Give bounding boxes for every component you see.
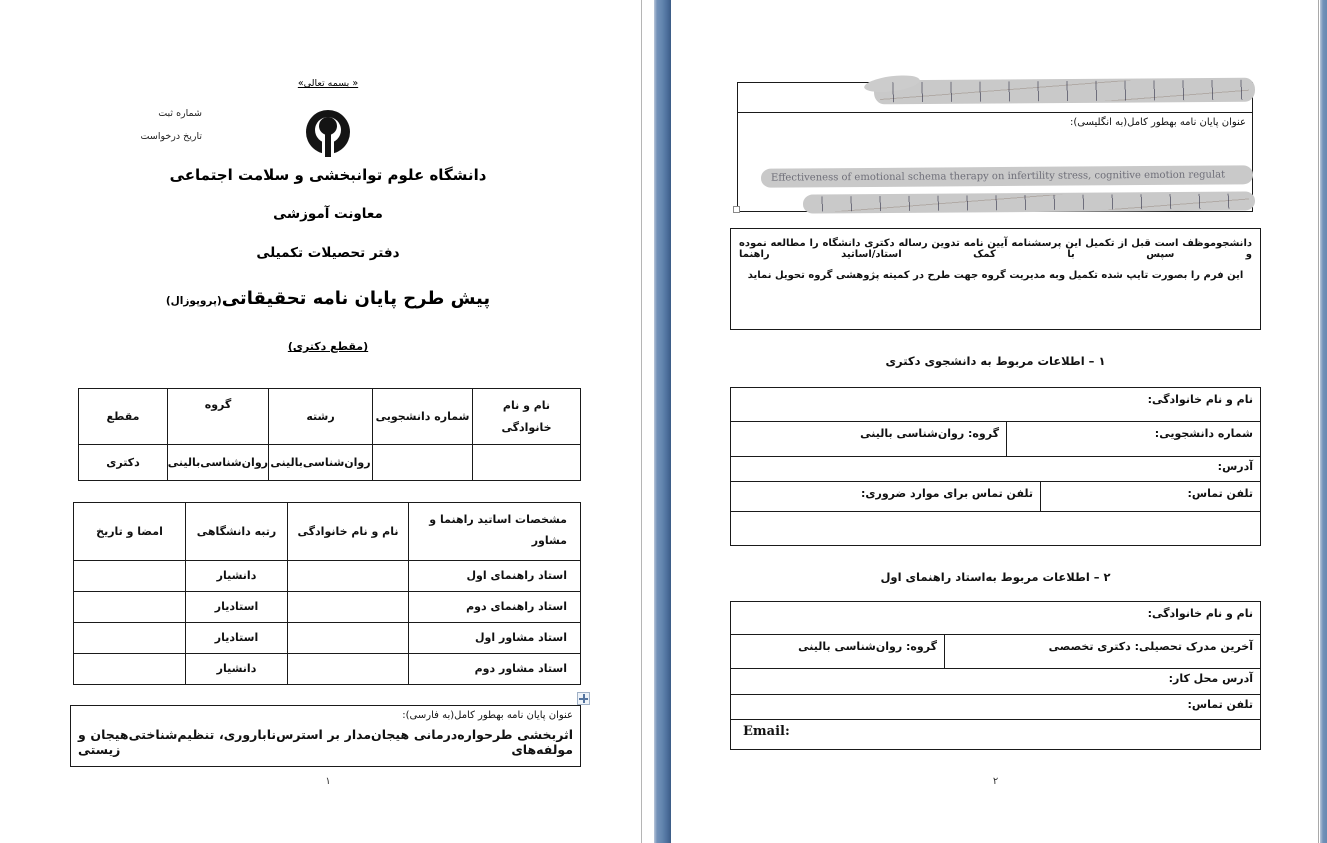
col-header-supervisors: مشخصات اساتید راهنما و مشاور (409, 503, 581, 561)
cell-name-label: نام و نام خانوادگی: (1147, 393, 1253, 406)
cell-rank: استادیار (186, 623, 288, 654)
col-header-signature: امضا و تاریخ (74, 503, 186, 561)
cell-role: استاد مشاور اول (409, 623, 581, 654)
redacted-english-fragment: Effectiveness of emotional schema therapy on infertility stress, cognitive emotion regulat (770, 169, 1226, 184)
cell-signature (74, 561, 186, 592)
cell-signature (74, 623, 186, 654)
university-name: دانشگاه علوم توانبخشی و سلامت اجتماعی (169, 166, 487, 184)
section-1-title: ۱ – اطلاعات مربوط به دانشجوی دکتری (885, 354, 1106, 368)
redaction-scribble (803, 191, 1255, 213)
window-split-bar[interactable] (654, 0, 671, 843)
cell-emergency-phone-label: تلفن تماس برای موارد ضروری: (731, 482, 1041, 511)
table-row (731, 388, 1260, 421)
cell-name (288, 592, 409, 623)
cell-level: دکتری (79, 445, 168, 481)
col-header-rank: رتبه دانشگاهی (186, 503, 288, 561)
form-title-text: پیش طرح پایان نامه تحقیقاتی (221, 288, 491, 309)
redaction-scribble (874, 78, 1255, 105)
page-2 (671, 0, 1319, 843)
col-header-fullname: نام و نام خانوادگی (288, 503, 409, 561)
cell-phone-label: تلفن تماس: (1187, 487, 1253, 500)
cell-email-label: Email: (743, 724, 790, 739)
table-row (731, 481, 1260, 511)
cell-group-label: گروه: روان‌شناسی بالینی (731, 422, 1007, 456)
cell-student-no-label: شماره دانشجویی: (1154, 427, 1253, 440)
cell-group: روان‌شناسی‌بالینی (168, 445, 269, 481)
instruction-box (730, 228, 1261, 330)
cell-rank: دانشیار (186, 654, 288, 685)
cell-signature (74, 592, 186, 623)
degree-level: (مقطع دکتری) (287, 340, 369, 353)
cell-role: استاد مشاور دوم (409, 654, 581, 685)
cell-name (473, 445, 581, 481)
instruction-line-2: این فرم را بصورت تایپ شده تکمیل وبه مدیریت گروه جهت طرح در کمیته پژوهشی گروه تحویل نماید (747, 270, 1244, 281)
table-row (731, 421, 1260, 456)
student-table (78, 388, 581, 481)
page-number-2: ۲ (992, 776, 999, 787)
register-number-label: شماره ثبت (158, 108, 202, 119)
col-header-student-no: شماره دانشجویی (373, 389, 473, 445)
cell-rank: استادیار (186, 592, 288, 623)
fa-title-label: عنوان پایان نامه بهطور کامل(به فارسی): (402, 710, 573, 721)
table-row (74, 592, 581, 623)
table-row (74, 623, 581, 654)
fa-thesis-title: اثربخشی طرحواره‌درمانی هیجان‌مدار بر استرس‌ناباروری، تنظیم‌شناختی‌هیجان و مولفه‌های زیستی (78, 727, 573, 757)
cell-group-label: گروه: روان‌شناسی بالینی (731, 635, 945, 668)
cell-student-no (373, 445, 473, 481)
table-row (731, 719, 1260, 749)
en-thesis-title-box (737, 82, 1253, 212)
cell-name (288, 623, 409, 654)
cell-last-degree-label: آخرین مدرک تحصیلی: دکتری تخصصی (1048, 640, 1253, 653)
office-title: دفتر تحصیلات تکمیلی (256, 245, 400, 261)
table-row (731, 668, 1260, 694)
table-row (731, 634, 1260, 668)
table-row (74, 654, 581, 685)
table-row (731, 456, 1260, 481)
supervisor-info-table (730, 601, 1261, 750)
table-row (731, 694, 1260, 719)
box-resize-handle[interactable] (733, 206, 740, 213)
cell-work-address-label: آدرس محل کار: (1168, 672, 1253, 685)
col-header-level: مقطع (79, 389, 168, 445)
table-row (79, 445, 581, 481)
en-title-row (738, 113, 1252, 211)
form-title (68, 288, 588, 309)
cell-field: روان‌شناسی‌بالینی (269, 445, 373, 481)
supervisors-table (73, 502, 581, 685)
cell-rank: دانشیار (186, 561, 288, 592)
col-header-group: گروه (168, 389, 269, 445)
cell-role: استاد راهنمای اول (409, 561, 581, 592)
instruction-line-1: دانشجوموظف است قبل از تکمیل این پرسشنامه آیین نامه تدوین رساله دکتری دانشگاه را مطالعه نموده و سپس با کمک استاد/اساتید راهنما (739, 238, 1252, 260)
cell-role: استاد راهنمای دوم (409, 592, 581, 623)
besmellah-text: « بسمه تعالی» (297, 78, 359, 89)
fa-thesis-title-box (70, 705, 581, 767)
section-2-title: ۲ – اطلاعات مربوط به‌استاد راهنمای اول (880, 570, 1111, 584)
deputy-title: معاونت آموزشی (273, 206, 383, 222)
table-row (731, 602, 1260, 634)
besmellah (68, 78, 588, 89)
cell-signature (74, 654, 186, 685)
university-logo-icon (306, 110, 350, 157)
en-title-label: عنوان پایان نامه بهطور کامل(به انگلیسی): (1069, 117, 1246, 128)
table-row-empty (731, 511, 1260, 545)
cell-empty (731, 512, 1260, 545)
redaction-scribble-english (761, 165, 1253, 187)
cell-name (288, 561, 409, 592)
right-window-edge-bar[interactable] (1320, 0, 1327, 843)
page-1 (0, 0, 642, 843)
col-header-field: رشته (269, 389, 373, 445)
redacted-fa-row (738, 83, 1252, 113)
page-number-1: ۱ (325, 776, 331, 787)
cell-name-label: نام و نام خانوادگی: (1147, 607, 1253, 620)
table-row (74, 561, 581, 592)
form-title-note: (پروپوزال) (165, 295, 222, 307)
cell-name (288, 654, 409, 685)
cell-address-label: آدرس: (1217, 460, 1253, 473)
table-move-handle-icon[interactable] (577, 692, 590, 705)
student-info-table (730, 387, 1261, 546)
cell-phone-label: تلفن تماس: (1187, 698, 1253, 711)
request-date-label: تاریخ درخواست (140, 131, 202, 142)
col-header-name: نام و نام خانوادگی (473, 389, 581, 445)
